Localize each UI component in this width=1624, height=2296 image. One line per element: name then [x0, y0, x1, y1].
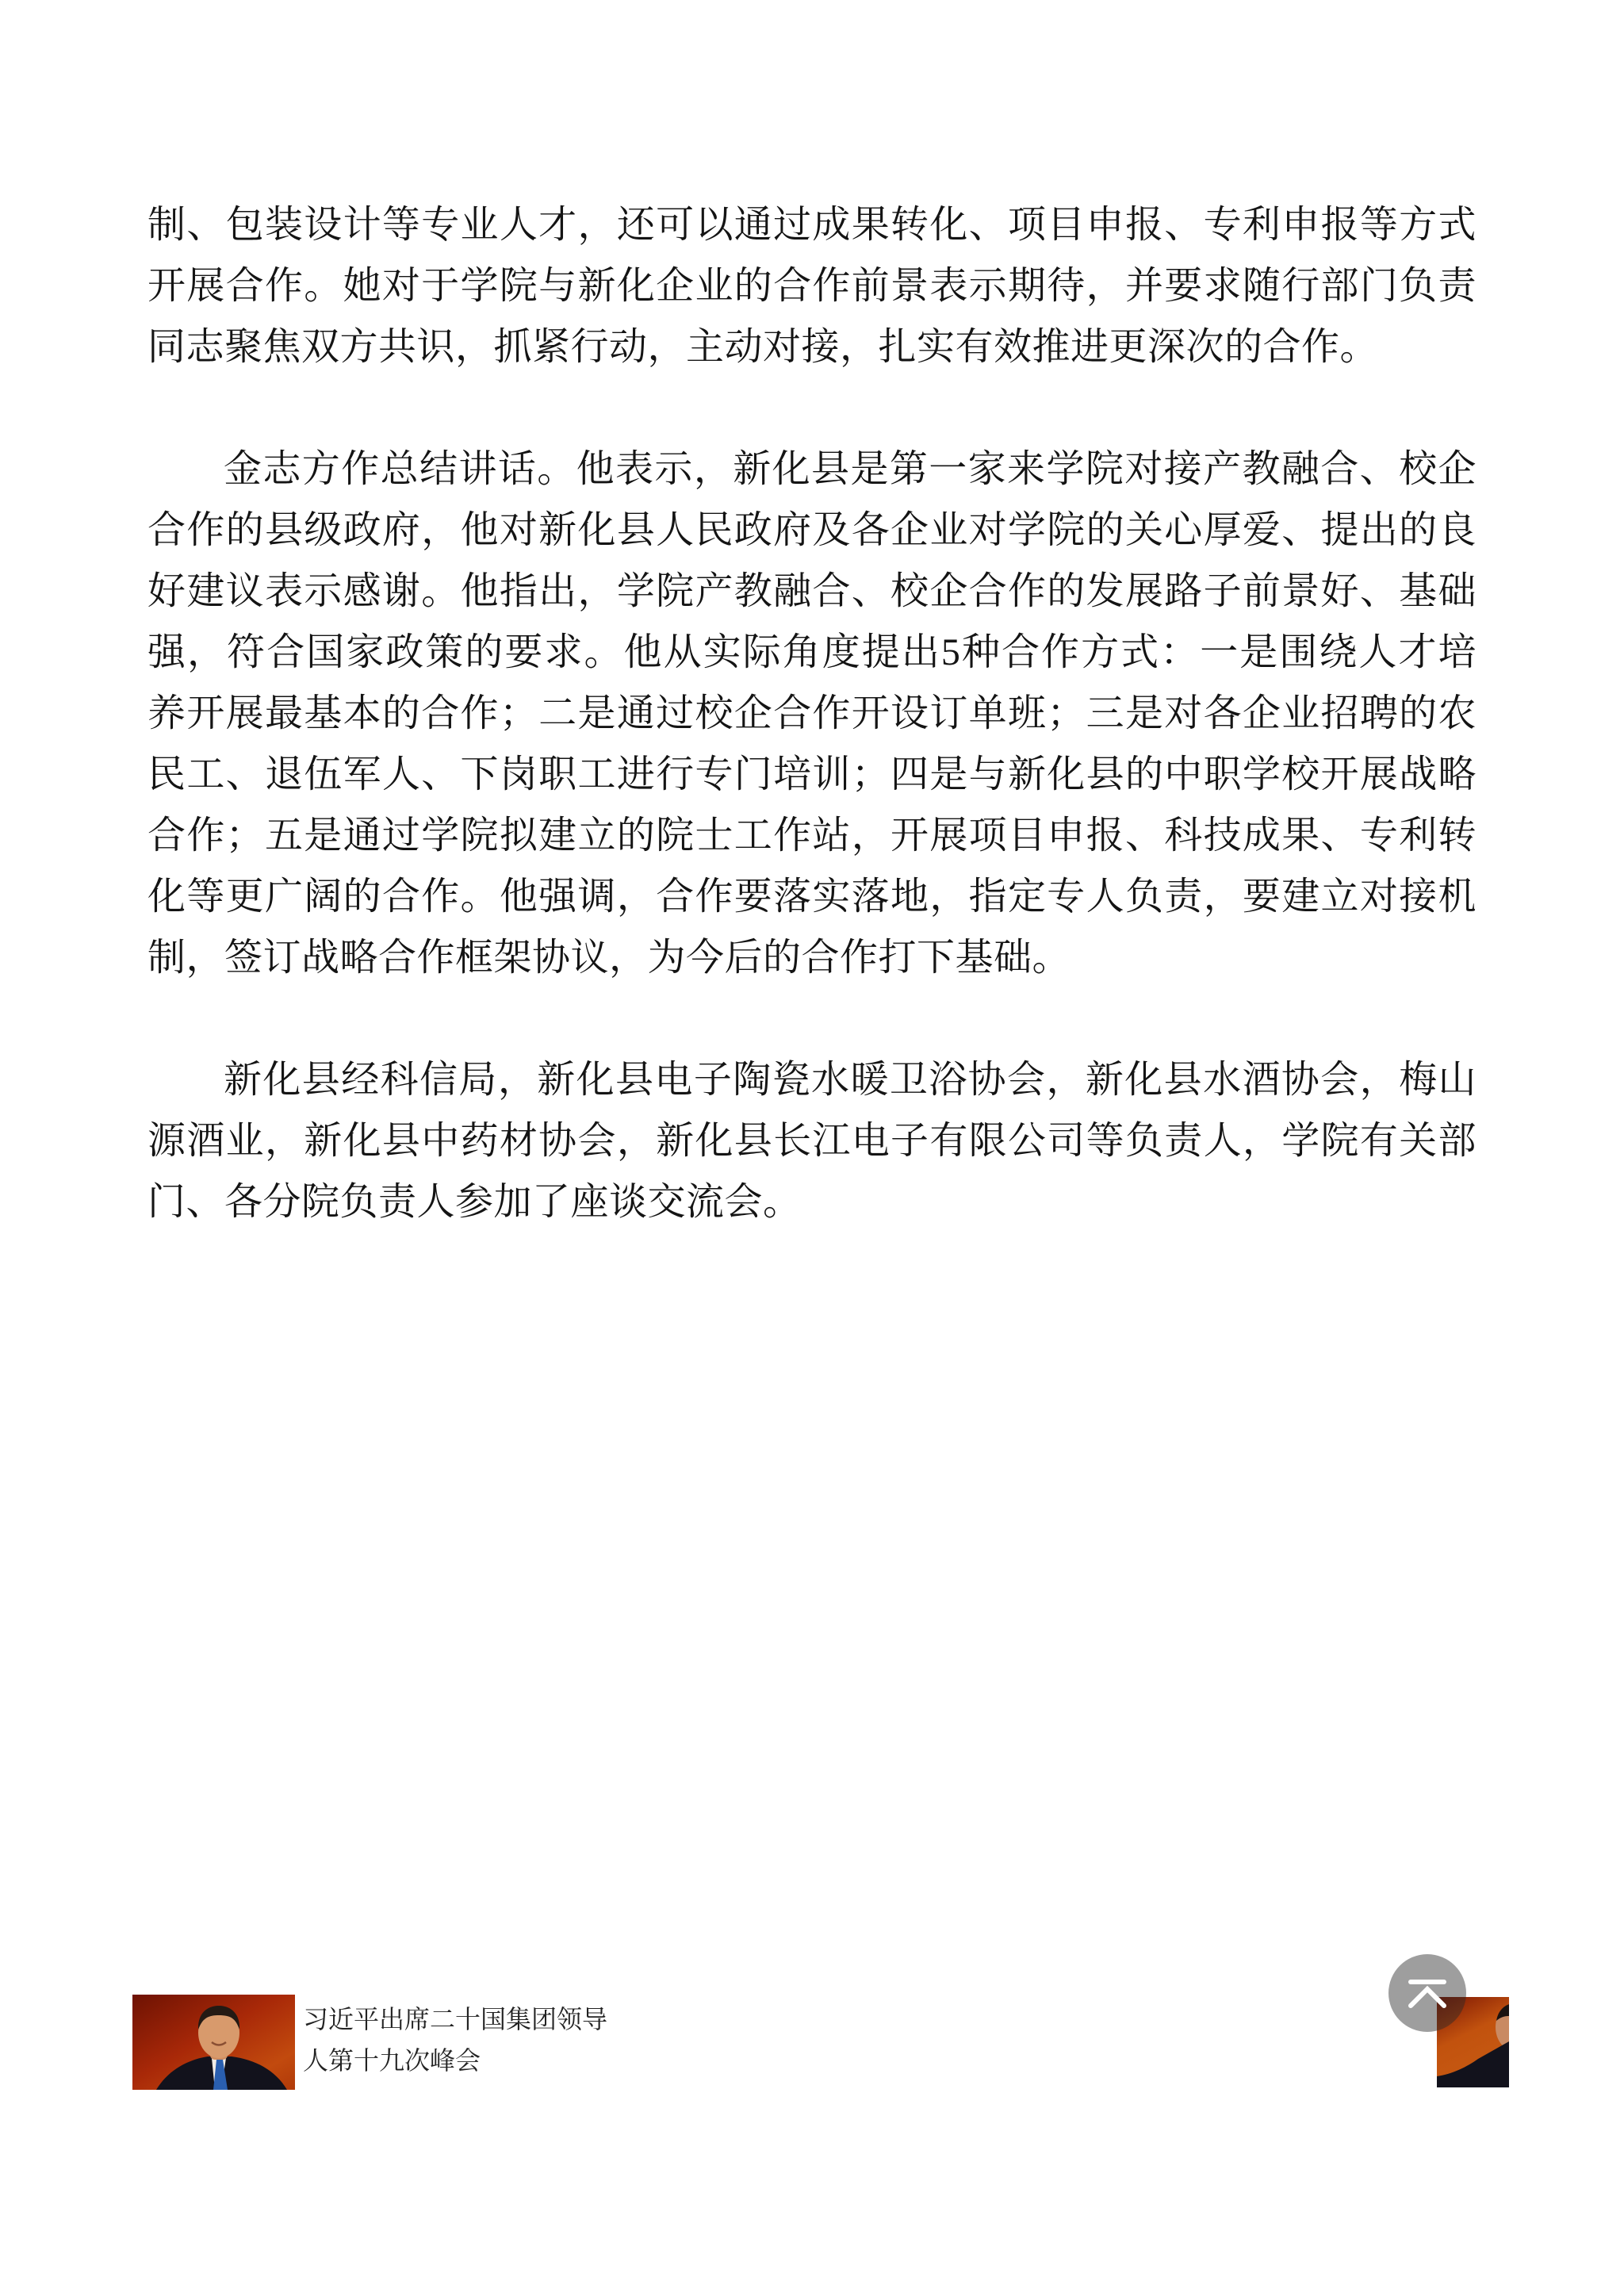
text-line: 源酒业，新化县中药材协会，新化县长江电子有限公司等负责人，学院有关部	[147, 1120, 1477, 1162]
text-line: 化等更广阔的合作。他强调，合作要落实落地，指定专人负责，要建立对接机	[147, 876, 1477, 918]
text-line: 合作的县级政府，他对新化县人民政府及各企业对学院的关心厚爱、提出的良	[147, 509, 1477, 551]
related-news-title-line: 习近平出席二十国集团领导	[303, 2005, 608, 2033]
portrait-photo	[132, 1995, 295, 2090]
back-to-top-icon	[1388, 1954, 1466, 2032]
text-line: 好建议表示感谢。他指出，学院产教融合、校企合作的发展路子前景好、基础	[147, 570, 1477, 612]
text-line: 制，签订战略合作框架协议，为今后的合作打下基础。	[147, 937, 1071, 979]
back-to-top-button[interactable]	[1388, 1954, 1466, 2032]
text-line: 金志方作总结讲话。他表示，新化县是第一家来学院对接产教融合、校企	[224, 448, 1477, 490]
related-news-title-line: 人第十九次峰会	[303, 2046, 481, 2075]
text-line: 合作；五是通过学院拟建立的院士工作站，开展项目申报、科技成果、专利转	[147, 815, 1477, 857]
text-line: 新化县经科信局，新化县电子陶瓷水暖卫浴协会，新化县水酒协会，梅山	[224, 1059, 1477, 1101]
text-line: 门、各分院负责人参加了座谈交流会。	[147, 1181, 802, 1223]
article-body	[147, 133, 1477, 1294]
text-line: 民工、退伍军人、下岗职工进行专门培训；四是与新化县的中职学校开展战略	[147, 753, 1477, 795]
text-line: 养开展最基本的合作；二是通过校企合作开设订单班；三是对各企业招聘的农	[147, 692, 1477, 734]
text-line: 开展合作。她对于学院与新化企业的合作前景表示期待，并要求随行部门负责	[147, 265, 1477, 307]
text-line: 同志聚焦双方共识，抓紧行动，主动对接，扎实有效推进更深次的合作。	[147, 326, 1379, 368]
related-news-thumbnail[interactable]	[132, 1995, 295, 2090]
text-line: 强，符合国家政策的要求。他从实际角度提出5种合作方式：一是围绕人才培	[147, 631, 1477, 673]
related-news-title[interactable]	[303, 1999, 636, 2081]
text-line: 制、包装设计等专业人才，还可以通过成果转化、项目申报、专利申报等方式	[147, 204, 1477, 246]
